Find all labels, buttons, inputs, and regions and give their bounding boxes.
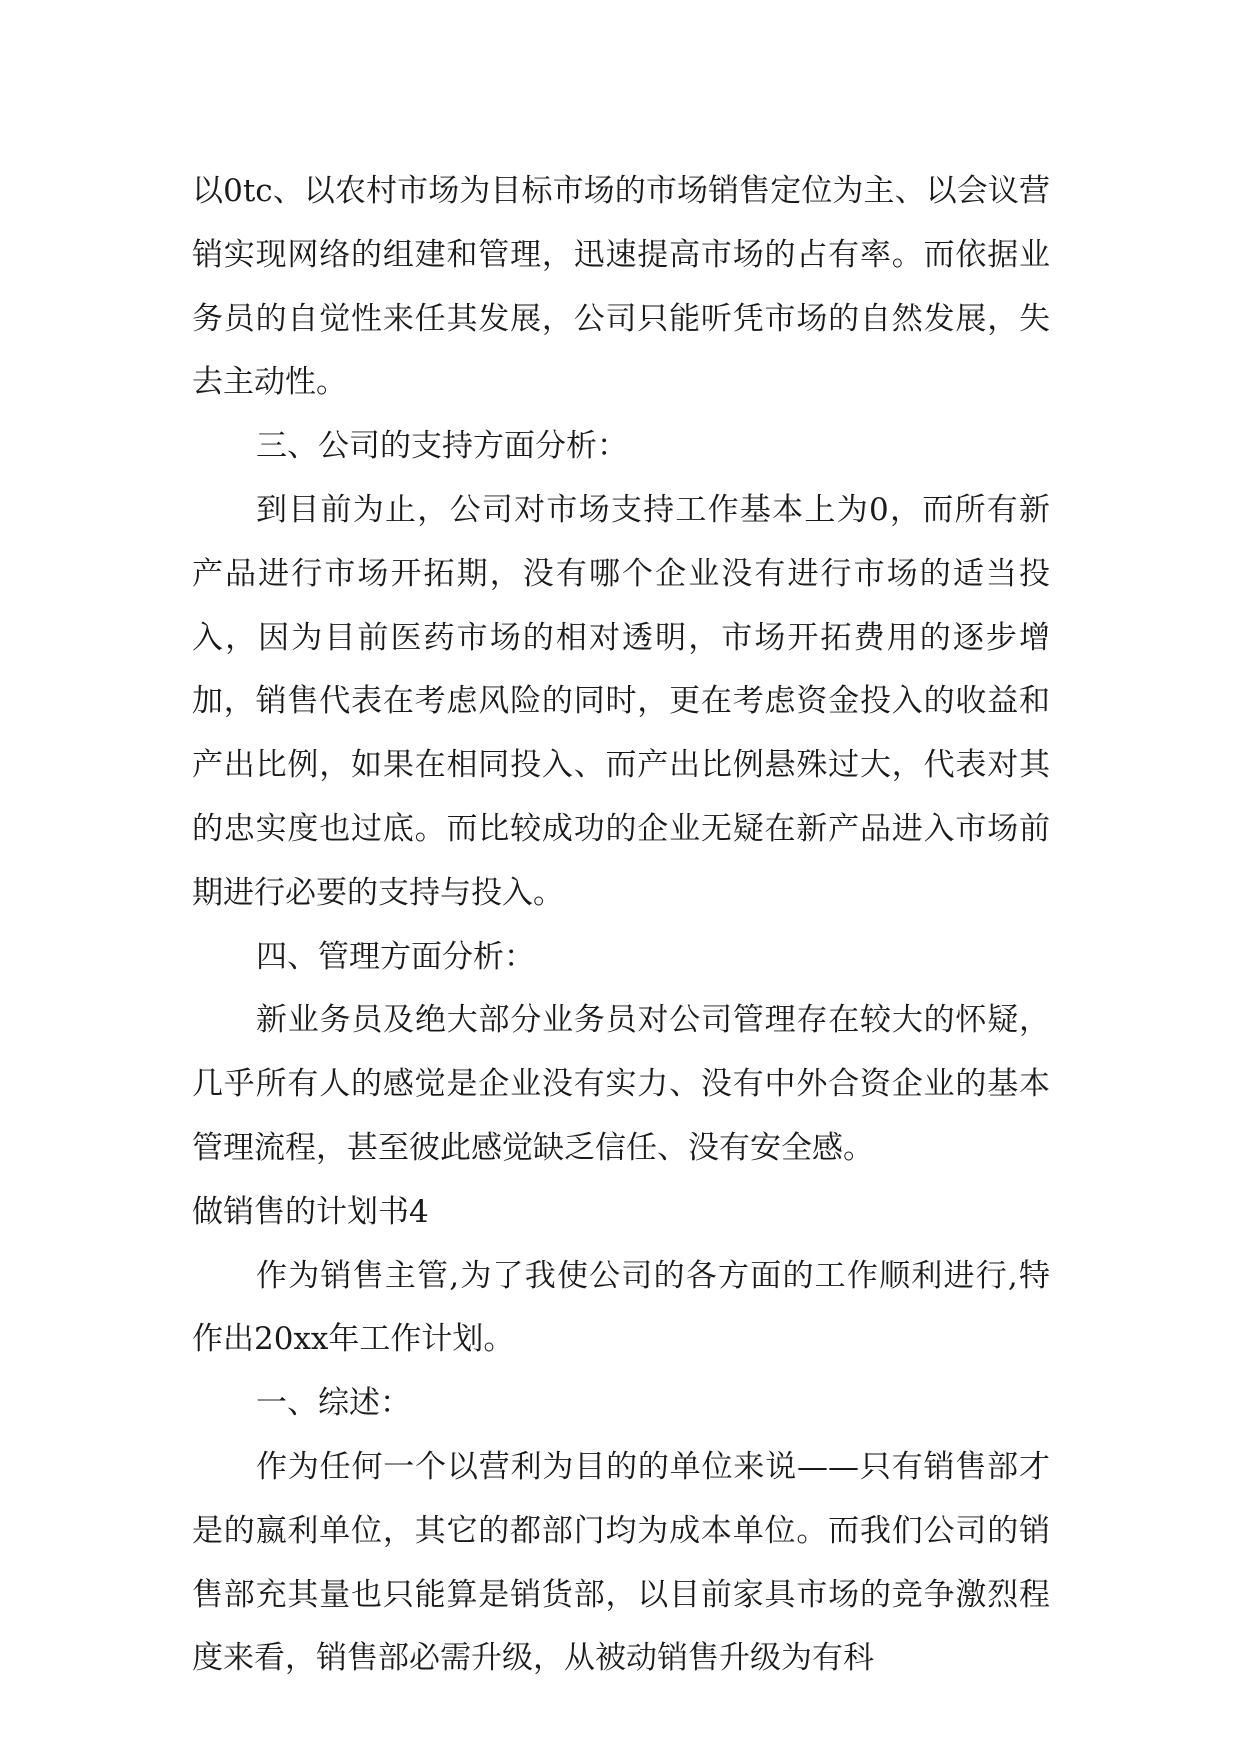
paragraph-company-support: 到目前为止，公司对市场支持工作基本上为0，而所有新产品进行市场开拓期，没有哪个企业没有进行市场的适当投入，因为目前医药市场的相对透明，市场开拓费用的逐步增加，销售代表在考虑风险的同时，更在考虑资金投入的收益和产出比例，如果在相同投入、而产出比例悬殊过大，代表对其的忠实度也过底。而比较成功的企业无疑在新产品进入市场前期进行必要的支持与投入。 bbox=[192, 491, 1050, 911]
section-heading-management: 四、管理方面分析： bbox=[256, 938, 535, 975]
document-body bbox=[192, 160, 1050, 1691]
section-heading-overview: 一、综述： bbox=[256, 1385, 411, 1422]
document-title: 做销售的计划书4 bbox=[192, 1193, 429, 1230]
paragraph-management: 新业务员及绝大部分业务员对公司管理存在较大的怀疑，几乎所有人的感觉是企业没有实力、没有中外合资企业的基本管理流程，甚至彼此感觉缺乏信任、没有安全感。 bbox=[192, 1002, 1050, 1166]
paragraph-overview: 作为任何一个以营利为目的的单位来说——只有销售部才是的嬴利单位，其它的都部门均为成本单位。而我们公司的销售部充其量也只能算是销货部，以目前家具市场的竞争激烈程度来看，销售部必需升级，从被动销售升级为有科 bbox=[192, 1448, 1050, 1677]
section-heading-company-support: 三、公司的支持方面分析： bbox=[256, 428, 628, 465]
paragraph-market-positioning: 以0tc、以农村市场为目标市场的市场销售定位为主、以会议营销实现网络的组建和管理，迅速提高市场的占有率。而依据业务员的自觉性来任其发展，公司只能听凭市场的自然发展，失去主动性。 bbox=[192, 173, 1050, 401]
paragraph-intro: 作为销售主管,为了我使公司的各方面的工作顺利进行,特作出20xx年工作计划。 bbox=[192, 1257, 1050, 1358]
